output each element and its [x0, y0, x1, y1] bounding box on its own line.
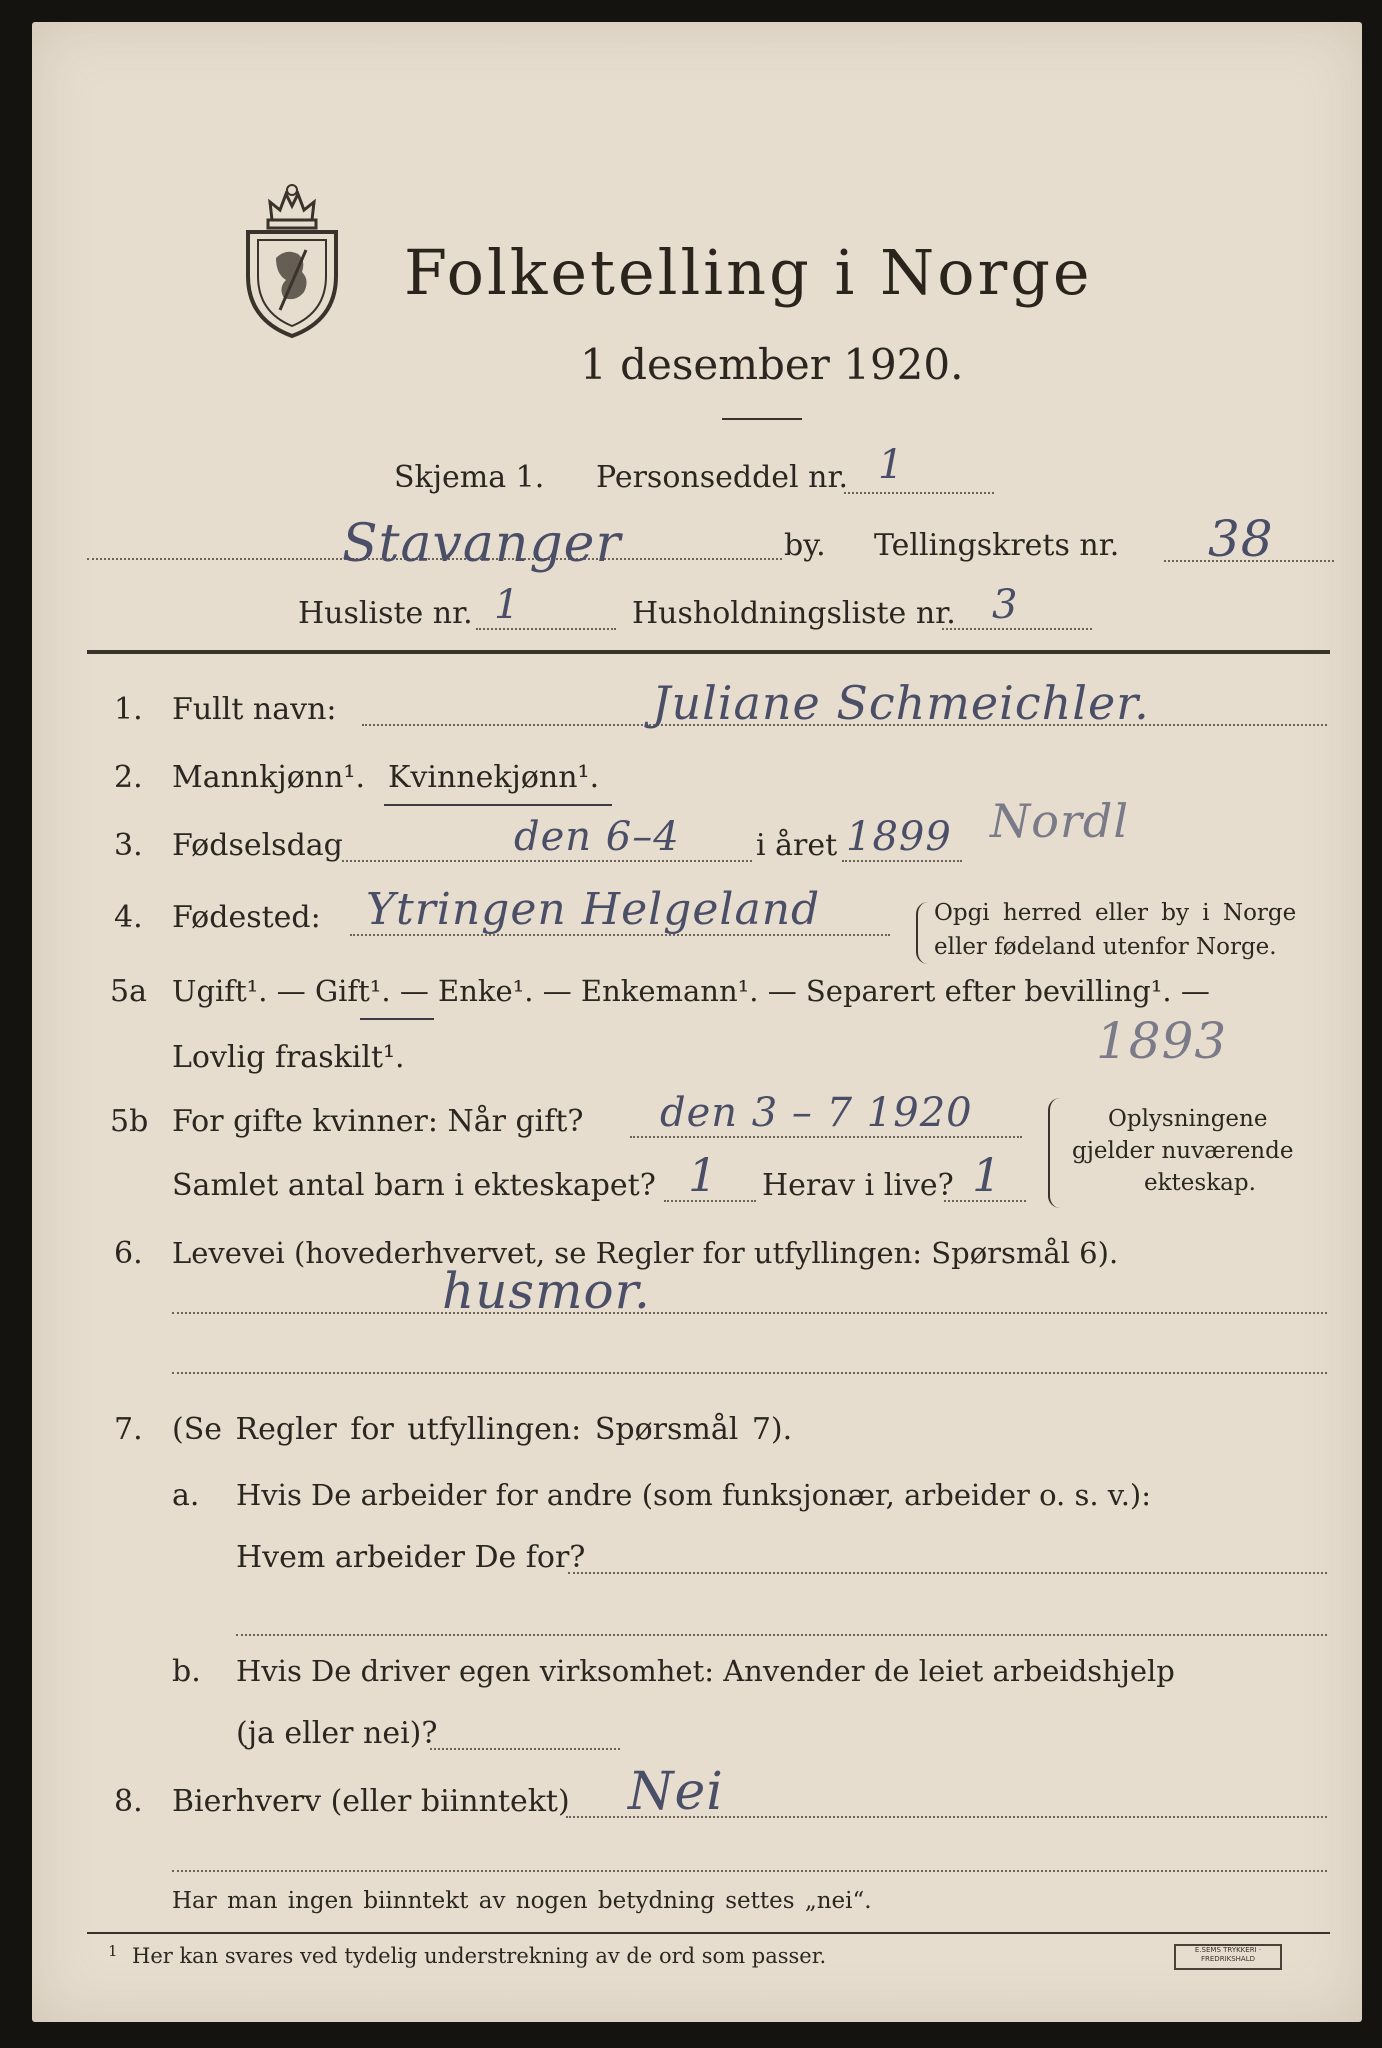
q8-value: Nei [628, 1762, 724, 1822]
tellingskrets-value: 38 [1208, 510, 1274, 568]
q3-annotation: Nordl [990, 794, 1130, 848]
q8-note: Har man ingen biinntekt av nogen betydning settes „nei“. [172, 1888, 872, 1914]
by-label: by. [784, 528, 826, 563]
q4-birthplace-value: Ytringen Helgeland [366, 884, 821, 935]
q3-label: Fødselsdag [172, 828, 343, 863]
husliste-label: Husliste nr. [298, 596, 473, 631]
personseddel-value: 1 [878, 442, 905, 488]
q5b-hint-line1: Oplysningene [1108, 1106, 1268, 1132]
footnote-text: Her kan svares ved tydelig understrekning av de ord som passer. [132, 1944, 827, 1968]
q5b-number: 5b [110, 1104, 149, 1139]
q6-number: 6. [114, 1236, 143, 1271]
form-title: Folketelling i Norge [404, 236, 1093, 309]
husholdning-value: 3 [992, 582, 1019, 628]
footnote-mark: 1 [108, 1942, 118, 1960]
footnote-divider [87, 1932, 1330, 1934]
q4-hint-line1: Opgi herred eller by i Norge [934, 900, 1297, 926]
q5b-children-value: 1 [688, 1148, 719, 1202]
q5b-hint-line2: gjelder nuværende [1072, 1138, 1294, 1164]
q2-kvinne-option: Kvinnekjønn¹. [388, 760, 600, 795]
q7-label: (Se Regler for utfyllingen: Spørsmål 7). [172, 1412, 793, 1447]
city-value: Stavanger [342, 514, 622, 574]
coat-of-arms-icon [240, 180, 344, 340]
q5b-married-label: For gifte kvinner: Når gift? [172, 1104, 584, 1139]
q5b-children-label: Samlet antal barn i ekteskapet? [172, 1168, 656, 1203]
q7b-line1: Hvis De driver egen virksomhet: Anvender de leiet arbeidshjelp [236, 1654, 1175, 1688]
husliste-value: 1 [494, 582, 521, 628]
q1-number: 1. [114, 692, 143, 727]
q5b-hint-line3: ekteskap. [1144, 1170, 1256, 1196]
q1-full-name-value: Juliane Schmeichler. [652, 676, 1150, 730]
printer-stamp: E.SEMS TRYKKERI · FREDRIKSHALD [1174, 1944, 1282, 1970]
q5a-number: 5a [110, 974, 147, 1009]
header-divider [87, 650, 1330, 654]
q5a-status-options: Ugift¹. — Gift¹. — Enke¹. — Enkemann¹. — Separert efter bevilling¹. — [172, 974, 1210, 1008]
q6-occupation-value: husmor. [442, 1262, 651, 1320]
q5a-line2: Lovlig fraskilt¹. [172, 1040, 405, 1075]
q7b-line2: (ja eller nei)? [236, 1716, 438, 1751]
q2-kvinne-underline [384, 804, 612, 806]
q5a-annotation: 1893 [1096, 1012, 1228, 1070]
tellingskrets-label: Tellingskrets nr. [874, 528, 1120, 563]
q7b-letter: b. [172, 1654, 201, 1689]
q1-label: Fullt navn: [172, 692, 337, 727]
q8-number: 8. [114, 1784, 143, 1819]
form-date: 1 desember 1920. [580, 340, 964, 389]
q7a-line2: Hvem arbeider De for? [236, 1540, 586, 1575]
q8-label: Bierhverv (eller biinntekt) [172, 1784, 570, 1819]
q5b-alive-label: Herav i live? [762, 1168, 954, 1203]
q5a-gift-underline [360, 1018, 434, 1020]
skjema-label: Skjema 1. [394, 460, 545, 495]
q3-number: 3. [114, 828, 143, 863]
q4-hint-line2: eller fødeland utenfor Norge. [934, 934, 1277, 960]
q3-year-value: 1899 [846, 814, 952, 860]
q5b-married-value: den 3 – 7 1920 [660, 1090, 973, 1136]
title-divider [722, 418, 802, 420]
q4-number: 4. [114, 900, 143, 935]
husholdning-label: Husholdningsliste nr. [632, 596, 956, 631]
personseddel-label: Personseddel nr. [596, 460, 849, 495]
q4-label: Fødested: [172, 900, 321, 935]
q3-day-value: den 6–4 [514, 814, 680, 860]
census-form [32, 22, 1362, 2022]
q7-number: 7. [114, 1412, 143, 1447]
q2-number: 2. [114, 760, 143, 795]
q7a-line1: Hvis De arbeider for andre (som funksjonær, arbeider o. s. v.): [236, 1478, 1152, 1512]
q5b-alive-value: 1 [972, 1148, 1003, 1202]
q7a-letter: a. [172, 1478, 200, 1513]
q6-label: Levevei (hovederhvervet, se Regler for utfyllingen: Spørsmål 6). [172, 1236, 1119, 1270]
q2-mann-option: Mannkjønn¹. [172, 760, 365, 795]
q3-year-label: i året [756, 828, 838, 863]
